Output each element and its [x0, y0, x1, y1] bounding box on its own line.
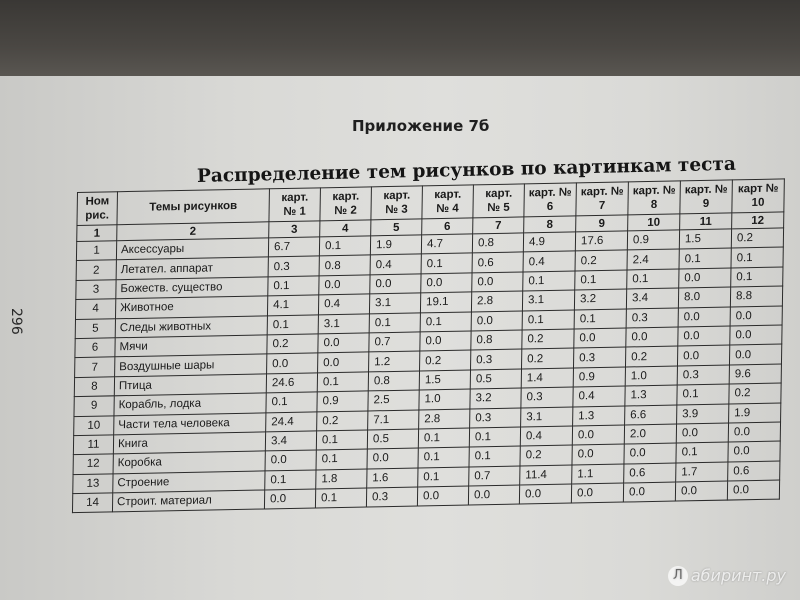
- row-theme: Птица: [114, 374, 266, 396]
- cell-card-6: 0.4: [523, 251, 575, 271]
- column-number: 4: [320, 220, 371, 237]
- header-card-2: карт. № 2: [320, 187, 372, 221]
- cell-card-9: 0.0: [675, 481, 727, 501]
- cell-card-3: 7.1: [368, 409, 419, 429]
- column-number: 5: [371, 219, 422, 236]
- cell-card-3: 1.2: [369, 351, 420, 371]
- cell-card-5: 0.3: [470, 408, 521, 428]
- cell-card-10: 0.0: [730, 306, 782, 326]
- cell-card-4: 4.7: [421, 234, 472, 254]
- cell-card-4: 1.5: [419, 370, 470, 390]
- cell-card-6: 0.2: [522, 329, 574, 349]
- row-number: 14: [72, 493, 112, 513]
- cell-card-1: 6.7: [268, 237, 319, 257]
- cell-card-9: 1.5: [679, 229, 731, 249]
- cell-card-3: 0.7: [369, 332, 420, 352]
- row-theme: Животное: [115, 296, 267, 318]
- row-theme: Мячи: [115, 335, 267, 357]
- row-number: 5: [75, 318, 115, 338]
- cell-card-7: 1.1: [572, 464, 624, 484]
- cell-card-5: 3.2: [470, 388, 521, 408]
- cell-card-1: 0.2: [267, 334, 318, 354]
- header-card-8: карт. № 8: [628, 181, 681, 215]
- cell-card-4: 0.1: [418, 447, 469, 467]
- cell-card-10: 9.6: [729, 364, 781, 384]
- cell-card-10: 0.0: [728, 441, 780, 461]
- cell-card-4: 0.1: [421, 253, 472, 273]
- cell-card-8: 0.9: [627, 230, 679, 250]
- header-card-4: карт. № 4: [422, 185, 474, 219]
- cell-card-7: 0.0: [572, 444, 624, 464]
- row-theme: Воздушные шары: [115, 354, 267, 376]
- table-body: [72, 228, 783, 513]
- cell-card-6: 4.9: [523, 232, 575, 252]
- cell-card-2: 0.1: [319, 236, 370, 256]
- cell-card-4: 1.0: [419, 389, 470, 409]
- cell-card-1: 0.0: [264, 489, 315, 509]
- cell-card-5: 0.3: [471, 349, 522, 369]
- cell-card-9: 1.7: [676, 462, 728, 482]
- cell-card-3: 0.4: [370, 254, 421, 274]
- column-number: 8: [524, 216, 576, 233]
- row-number: 3: [76, 280, 116, 300]
- cell-card-2: 0.0: [319, 275, 370, 295]
- cell-card-3: 0.8: [368, 371, 419, 391]
- cell-card-3: 0.5: [367, 429, 418, 449]
- cell-card-4: 0.1: [418, 428, 469, 448]
- cell-card-3: 0.0: [367, 448, 418, 468]
- cell-card-8: 0.0: [623, 482, 675, 502]
- cell-card-9: 0.1: [677, 384, 729, 404]
- cell-card-1: 0.1: [265, 470, 316, 490]
- row-theme: Строит. материал: [112, 490, 264, 512]
- cell-card-2: 0.2: [317, 410, 368, 430]
- cell-card-1: 0.3: [268, 256, 319, 276]
- cell-card-3: 1.6: [367, 468, 418, 488]
- row-number: 2: [76, 260, 116, 280]
- cell-card-4: 19.1: [420, 292, 471, 312]
- header-card-6: карт. № 6: [524, 183, 577, 217]
- cell-card-10: 0.0: [727, 480, 779, 500]
- column-number: 6: [422, 218, 473, 235]
- cell-card-8: 0.0: [624, 443, 676, 463]
- header-card-5: карт. № 5: [473, 184, 525, 218]
- cell-card-7: 0.3: [573, 347, 625, 367]
- row-number: 4: [76, 299, 116, 319]
- cell-card-6: 0.3: [521, 387, 573, 407]
- cell-card-10: 0.0: [729, 344, 781, 364]
- cell-card-10: 1.9: [729, 403, 781, 423]
- column-number: 7: [473, 217, 524, 234]
- row-theme: Летател. аппарат: [116, 257, 268, 279]
- cell-card-9: 0.1: [679, 248, 731, 268]
- row-theme: Божеств. существо: [116, 277, 268, 299]
- cell-card-6: 3.1: [521, 407, 573, 427]
- cell-card-5: 0.0: [468, 485, 519, 505]
- column-number: 10: [628, 214, 680, 231]
- cell-card-6: 0.1: [523, 271, 575, 291]
- row-number: 1: [76, 241, 116, 261]
- cell-card-8: 0.0: [626, 327, 678, 347]
- cell-card-2: 0.1: [316, 449, 367, 469]
- cell-card-1: 24.6: [266, 373, 317, 393]
- cell-card-9: 0.0: [677, 345, 729, 365]
- cell-card-4: 2.8: [419, 409, 470, 429]
- cell-card-2: 3.1: [318, 313, 369, 333]
- cell-card-2: 0.1: [315, 488, 366, 508]
- row-number: 11: [73, 435, 113, 455]
- watermark-text: абиринт.ру: [690, 565, 786, 585]
- cell-card-1: 24.4: [266, 411, 317, 431]
- cell-card-2: 0.1: [316, 430, 367, 450]
- cell-card-4: 0.0: [417, 486, 468, 506]
- cell-card-10: 8.8: [730, 286, 782, 306]
- cell-card-10: 0.1: [731, 267, 783, 287]
- cell-card-4: 0.0: [421, 273, 472, 293]
- cell-card-5: 0.1: [469, 427, 520, 447]
- cell-card-8: 0.2: [625, 346, 677, 366]
- cell-card-2: 0.0: [318, 352, 369, 372]
- cell-card-10: 0.0: [730, 325, 782, 345]
- table-title: Распределение тем рисунков по картинкам теста: [196, 153, 737, 187]
- cell-card-8: 2.0: [624, 424, 676, 444]
- background-shadow: [0, 0, 800, 78]
- cell-card-7: 0.0: [572, 425, 624, 445]
- cell-card-8: 0.1: [627, 269, 679, 289]
- cell-card-6: 3.1: [522, 290, 574, 310]
- column-number: 3: [269, 221, 320, 238]
- cell-card-4: 0.1: [418, 467, 469, 487]
- cell-card-3: 3.1: [369, 293, 420, 313]
- data-table-wrapper: [72, 178, 785, 513]
- cell-card-10: 0.2: [729, 383, 781, 403]
- cell-card-10: 0.2: [731, 228, 783, 248]
- cell-card-3: 0.1: [369, 312, 420, 332]
- header-theme: Темы рисунков: [117, 189, 269, 225]
- cell-card-7: 1.3: [573, 406, 625, 426]
- cell-card-8: 0.3: [626, 308, 678, 328]
- cell-card-7: 0.0: [574, 328, 626, 348]
- cell-card-7: 17.6: [575, 231, 627, 251]
- row-theme: Следы животных: [115, 315, 267, 337]
- cell-card-9: 0.0: [679, 268, 731, 288]
- header-card-7: карт. № 7: [576, 182, 629, 216]
- cell-card-8: 3.4: [626, 288, 678, 308]
- cell-card-5: 0.8: [472, 233, 523, 253]
- cell-card-9: 0.3: [677, 365, 729, 385]
- cell-card-2: 0.1: [317, 372, 368, 392]
- row-theme: Корабль, лодка: [114, 393, 266, 415]
- cell-card-1: 0.1: [268, 276, 319, 296]
- cell-card-1: 0.0: [265, 450, 316, 470]
- cell-card-9: 0.0: [678, 307, 730, 327]
- header-card-3: карт. № 3: [371, 186, 423, 220]
- column-number: 12: [732, 212, 784, 229]
- column-number: 9: [576, 215, 628, 232]
- cell-card-10: 0.6: [728, 461, 780, 481]
- row-theme: Части тела человека: [114, 412, 266, 434]
- cell-card-7: 0.9: [573, 367, 625, 387]
- cell-card-9: 8.0: [678, 287, 730, 307]
- cell-card-5: 0.5: [470, 369, 521, 389]
- cell-card-7: 0.1: [575, 270, 627, 290]
- cell-card-7: 0.2: [575, 250, 627, 270]
- row-theme: Строение: [113, 471, 265, 493]
- row-number: 12: [73, 454, 113, 474]
- cell-card-7: 0.1: [574, 309, 626, 329]
- cell-card-5: 0.7: [469, 466, 520, 486]
- cell-card-2: 1.8: [316, 469, 367, 489]
- cell-card-2: 0.8: [319, 255, 370, 275]
- cell-card-7: 0.0: [571, 483, 623, 503]
- cell-card-6: 0.2: [520, 445, 572, 465]
- labirint-logo-icon: Л: [668, 566, 688, 586]
- page-number: 296: [8, 308, 24, 335]
- watermark: [668, 566, 786, 587]
- cell-card-5: 0.8: [471, 330, 522, 350]
- cell-card-9: 0.0: [676, 423, 728, 443]
- row-number: 6: [75, 338, 115, 358]
- row-theme: Коробка: [113, 451, 265, 473]
- cell-card-4: 0.0: [420, 331, 471, 351]
- cell-card-1: 0.1: [266, 392, 317, 412]
- row-theme: Книга: [113, 432, 265, 454]
- cell-card-5: 0.6: [472, 252, 523, 272]
- cell-card-8: 2.4: [627, 249, 679, 269]
- cell-card-5: 0.0: [472, 272, 523, 292]
- row-number: 10: [74, 415, 114, 435]
- cell-card-5: 0.0: [471, 311, 522, 331]
- cell-card-6: 1.4: [521, 368, 573, 388]
- cell-card-9: 0.1: [676, 442, 728, 462]
- header-card-1: карт. № 1: [269, 188, 321, 222]
- column-number: 1: [77, 225, 117, 242]
- cell-card-6: 11.4: [520, 465, 572, 485]
- cell-card-8: 0.6: [624, 463, 676, 483]
- cell-card-6: 0.2: [522, 348, 574, 368]
- header-card-9: карт. № 9: [680, 180, 733, 214]
- cell-card-3: 1.9: [370, 235, 421, 255]
- cell-card-8: 1.0: [625, 366, 677, 386]
- cell-card-2: 0.9: [317, 391, 368, 411]
- cell-card-8: 6.6: [625, 405, 677, 425]
- row-number: 13: [73, 474, 113, 494]
- cell-card-4: 0.2: [420, 350, 471, 370]
- cell-card-1: 0.1: [267, 314, 318, 334]
- cell-card-2: 0.0: [318, 333, 369, 353]
- cell-card-8: 1.3: [625, 385, 677, 405]
- row-number: 9: [74, 396, 114, 416]
- cell-card-3: 2.5: [368, 390, 419, 410]
- cell-card-6: 0.0: [519, 484, 571, 504]
- cell-card-7: 3.2: [574, 289, 626, 309]
- row-number: 8: [74, 377, 114, 397]
- column-number: 11: [680, 213, 732, 230]
- header-card-10: карт № 10: [732, 179, 785, 213]
- cell-card-1: 4.1: [267, 295, 318, 315]
- cell-card-6: 0.4: [520, 426, 572, 446]
- cell-card-4: 0.1: [420, 312, 471, 332]
- appendix-title: Приложение 7б: [352, 117, 490, 135]
- cell-card-10: 0.1: [731, 247, 783, 267]
- cell-card-2: 0.4: [318, 294, 369, 314]
- row-number: 7: [75, 357, 115, 377]
- column-number: 2: [117, 222, 269, 241]
- cell-card-9: 0.0: [678, 326, 730, 346]
- distribution-table: [72, 178, 785, 513]
- cell-card-5: 2.8: [471, 291, 522, 311]
- cell-card-7: 0.4: [573, 386, 625, 406]
- row-theme: Аксессуары: [116, 238, 268, 260]
- cell-card-9: 3.9: [677, 404, 729, 424]
- cell-card-6: 0.1: [522, 310, 574, 330]
- cell-card-1: 3.4: [265, 431, 316, 451]
- header-num: Ном рис.: [77, 192, 118, 226]
- cell-card-3: 0.3: [366, 487, 417, 507]
- cell-card-5: 0.1: [469, 446, 520, 466]
- cell-card-10: 0.0: [728, 422, 780, 442]
- cell-card-3: 0.0: [370, 274, 421, 294]
- cell-card-1: 0.0: [267, 353, 318, 373]
